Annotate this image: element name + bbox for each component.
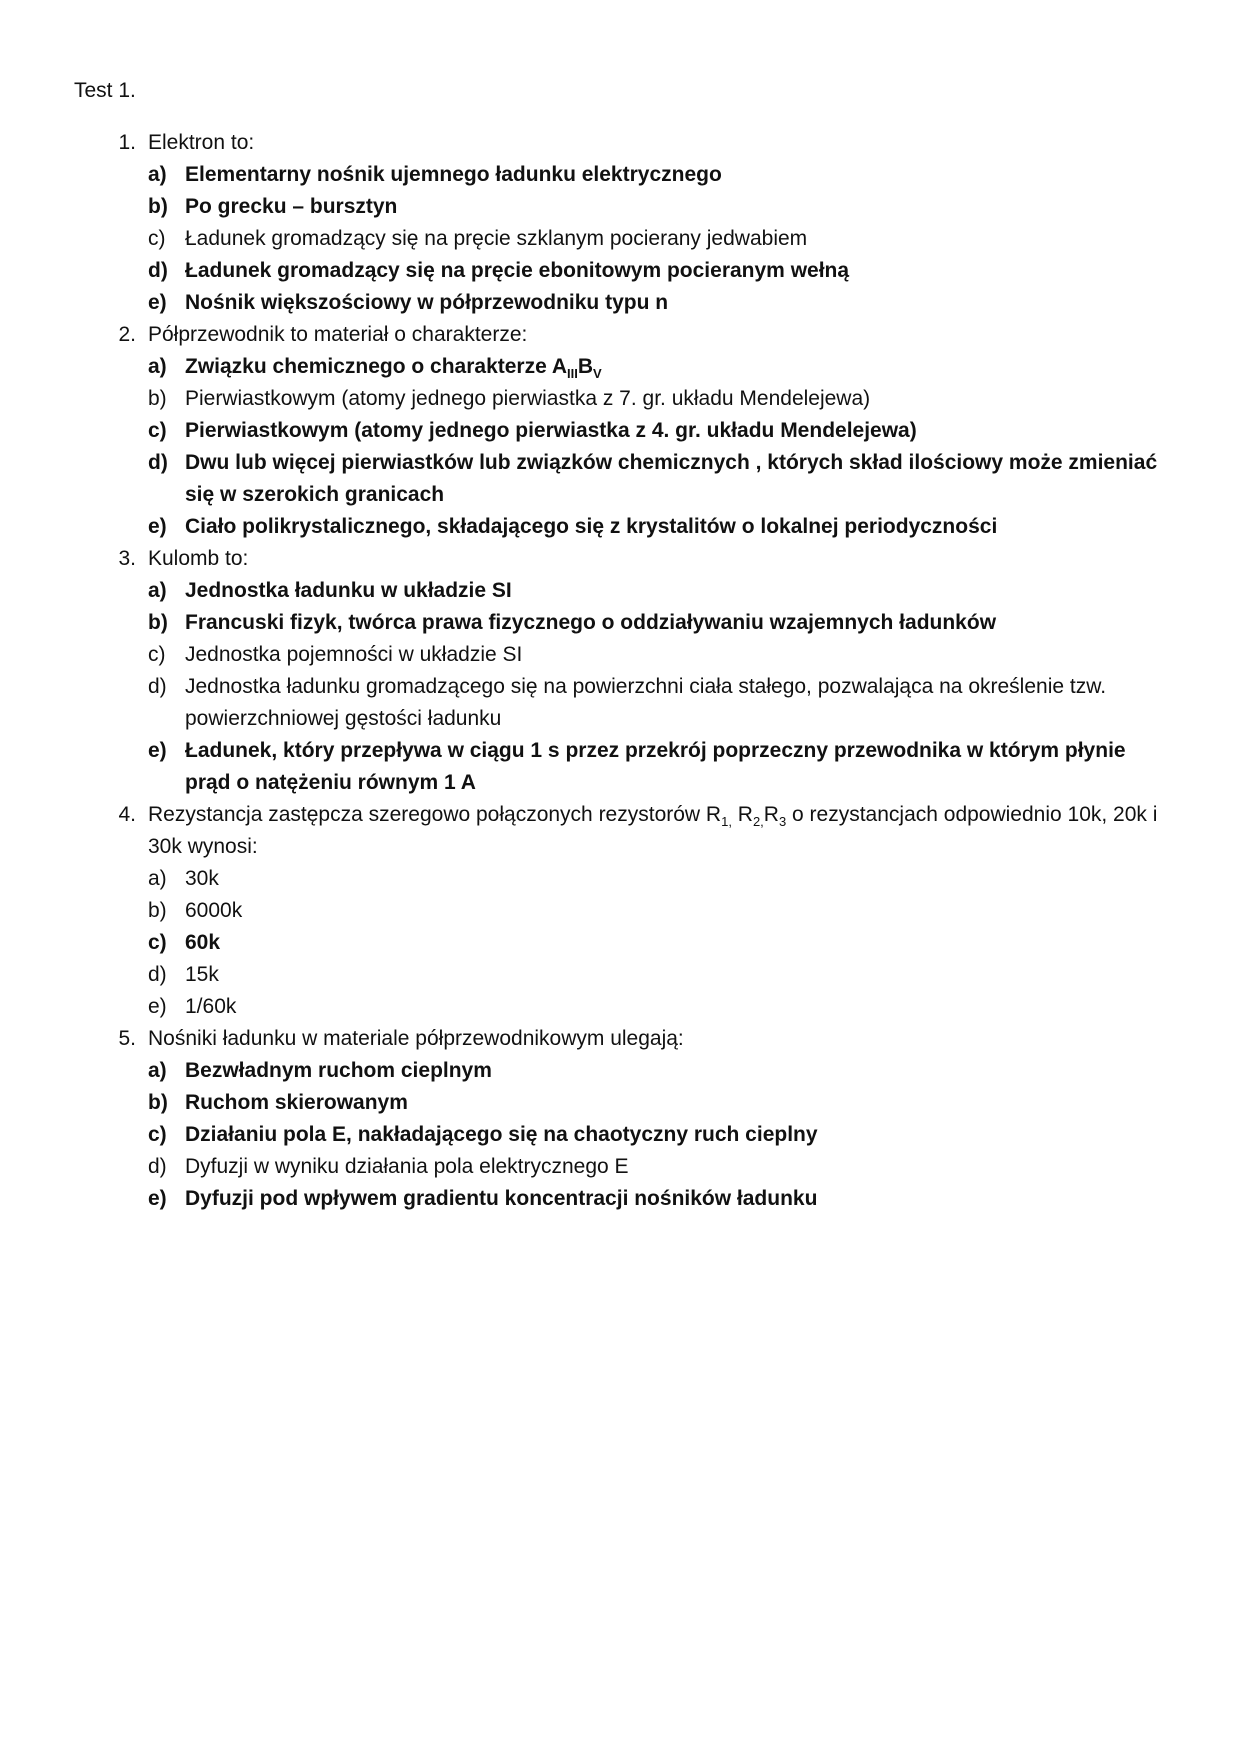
answer-4a (148, 863, 1174, 895)
question-2 (74, 319, 1174, 543)
answer-4e (148, 991, 1174, 1023)
answer-2a (148, 351, 1174, 383)
answer-letter: a) (148, 1059, 167, 1082)
question-text-part: o rezystancjach odpowiednio 10k, 20k i 30k wynosi: (148, 803, 1158, 858)
answer-2b (148, 383, 1174, 415)
answer-letter: e) (148, 1187, 167, 1210)
subscript: 1, (721, 814, 732, 830)
question-text-part: Rezystancja zastępcza szeregowo połączonych rezystorów R (148, 803, 722, 826)
test-title: Test 1. (74, 79, 136, 102)
answer-text: Bezwładnym ruchom cieplnym (185, 1059, 492, 1082)
question-text-part: R (731, 803, 753, 826)
question-number: 4. (118, 803, 136, 826)
answer-5e (148, 1183, 1174, 1215)
question-number: 3. (118, 547, 136, 570)
answer-letter: d) (148, 675, 167, 698)
answer-text-mid: B (577, 355, 594, 378)
answer-text: Działaniu pola E, nakładającego się na chaotyczny ruch cieplny (185, 1123, 818, 1146)
answer-letter: d) (148, 963, 167, 986)
answer-text: Dyfuzji pod wpływem gradientu koncentracji nośników ładunku (185, 1187, 818, 1210)
answer-text: Jednostka ładunku gromadzącego się na powierzchni ciała stałego, pozwalająca na określenie tzw. powierzchniowej gęstości ładunku (185, 675, 1107, 730)
answer-5a (148, 1055, 1174, 1087)
question-5 (74, 1023, 1174, 1215)
answer-1d (148, 255, 1174, 287)
subscript: III (567, 366, 578, 382)
answer-text: 30k (185, 867, 219, 890)
answer-text: Dyfuzji w wyniku działania pola elektrycznego E (185, 1155, 629, 1178)
question-4 (74, 799, 1174, 1023)
answer-letter: c) (148, 1123, 167, 1146)
answer-2c (148, 415, 1174, 447)
answer-letter: b) (148, 1091, 168, 1114)
answer-letter: e) (148, 739, 167, 762)
answer-text: 15k (185, 963, 219, 986)
answer-4c (148, 927, 1174, 959)
answer-text: Po grecku – bursztyn (185, 195, 398, 218)
subscript: 3 (778, 814, 787, 830)
answer-1b (148, 191, 1174, 223)
answer-5d (148, 1151, 1174, 1183)
answer-text: 60k (185, 931, 221, 954)
question-number: 5. (118, 1027, 136, 1050)
answer-letter: a) (148, 355, 167, 378)
answer-text: Elementarny nośnik ujemnego ładunku elektrycznego (185, 163, 722, 186)
answer-letter: e) (148, 291, 167, 314)
answer-letter: d) (148, 259, 168, 282)
answer-letter: a) (148, 579, 167, 602)
answer-text: Ładunek, który przepływa w ciągu 1 s przez przekrój poprzeczny przewodnika w którym płynie prąd o natężeniu równym 1 A (185, 739, 1126, 794)
answer-letter: a) (148, 163, 167, 186)
answer-text-main: Związku chemicznego o charakterze A (185, 355, 568, 378)
question-number: 1. (118, 131, 136, 154)
answer-text: 1/60k (185, 995, 237, 1018)
question-text: Elektron to: (148, 131, 255, 154)
question-1 (74, 127, 1174, 319)
answer-letter: e) (148, 995, 167, 1018)
question-text (148, 799, 1174, 863)
answer-letter: d) (148, 451, 168, 474)
answer-2e (148, 511, 1174, 543)
answer-1e (148, 287, 1174, 319)
answer-5b (148, 1087, 1174, 1119)
answer-letter: c) (148, 931, 167, 954)
answer-letter: b) (148, 387, 167, 410)
answer-3b (148, 607, 1174, 639)
answer-text: Pierwiastkowym (atomy jednego pierwiastka z 4. gr. układu Mendelejewa) (185, 419, 917, 442)
answer-text: Jednostka pojemności w układzie SI (185, 643, 523, 666)
answer-text: Ruchom skierowanym (185, 1091, 408, 1114)
answer-text: Ciało polikrystalicznego, składającego się z krystalitów o lokalnej periodyczności (185, 515, 998, 538)
subscript: V (593, 366, 602, 382)
answer-text: 6000k (185, 899, 243, 922)
answer-4d (148, 959, 1174, 991)
question-text: Półprzewodnik to materiał o charakterze: (148, 323, 528, 346)
answer-3a (148, 575, 1174, 607)
subscript: 2, (752, 814, 764, 830)
answer-letter: b) (148, 195, 168, 218)
answer-letter: c) (148, 643, 166, 666)
answer-text: Pierwiastkowym (atomy jednego pierwiastka z 7. gr. układu Mendelejewa) (185, 387, 871, 410)
answer-3c (148, 639, 1174, 671)
answer-text: Francuski fizyk, twórca prawa fizycznego o oddziaływaniu wzajemnych ładunków (185, 611, 997, 634)
question-text-part: R (763, 803, 779, 826)
question-number: 2. (118, 323, 136, 346)
answer-letter: e) (148, 515, 167, 538)
answer-text: Ładunek gromadzący się na pręcie ebonitowym pocieranym wełną (185, 259, 850, 282)
answer-letter: b) (148, 899, 167, 922)
question-3 (74, 543, 1174, 799)
answer-text: Jednostka ładunku w układzie SI (185, 579, 512, 602)
answer-1c (148, 223, 1174, 255)
answer-4b (148, 895, 1174, 927)
answer-5c (148, 1119, 1174, 1151)
question-list (74, 127, 1174, 1215)
answer-3e (148, 735, 1174, 799)
answer-text: Dwu lub więcej pierwiastków lub związków chemicznych , których skład ilościowy może zmieniać się w szerokich granicach (185, 451, 1158, 506)
answer-letter: b) (148, 611, 168, 634)
answer-1a (148, 159, 1174, 191)
answer-letter: c) (148, 227, 166, 250)
answer-text (185, 351, 1174, 383)
answer-letter: d) (148, 1155, 167, 1178)
answer-3d (148, 671, 1174, 735)
question-text: Nośniki ładunku w materiale półprzewodnikowym ulegają: (148, 1027, 684, 1050)
question-text: Kulomb to: (148, 547, 249, 570)
answer-2d (148, 447, 1174, 511)
answer-text: Nośnik większościowy w półprzewodniku typu n (185, 291, 669, 314)
answer-letter: a) (148, 867, 167, 890)
answer-letter: c) (148, 419, 167, 442)
answer-text: Ładunek gromadzący się na pręcie szklanym pocierany jedwabiem (185, 227, 808, 250)
